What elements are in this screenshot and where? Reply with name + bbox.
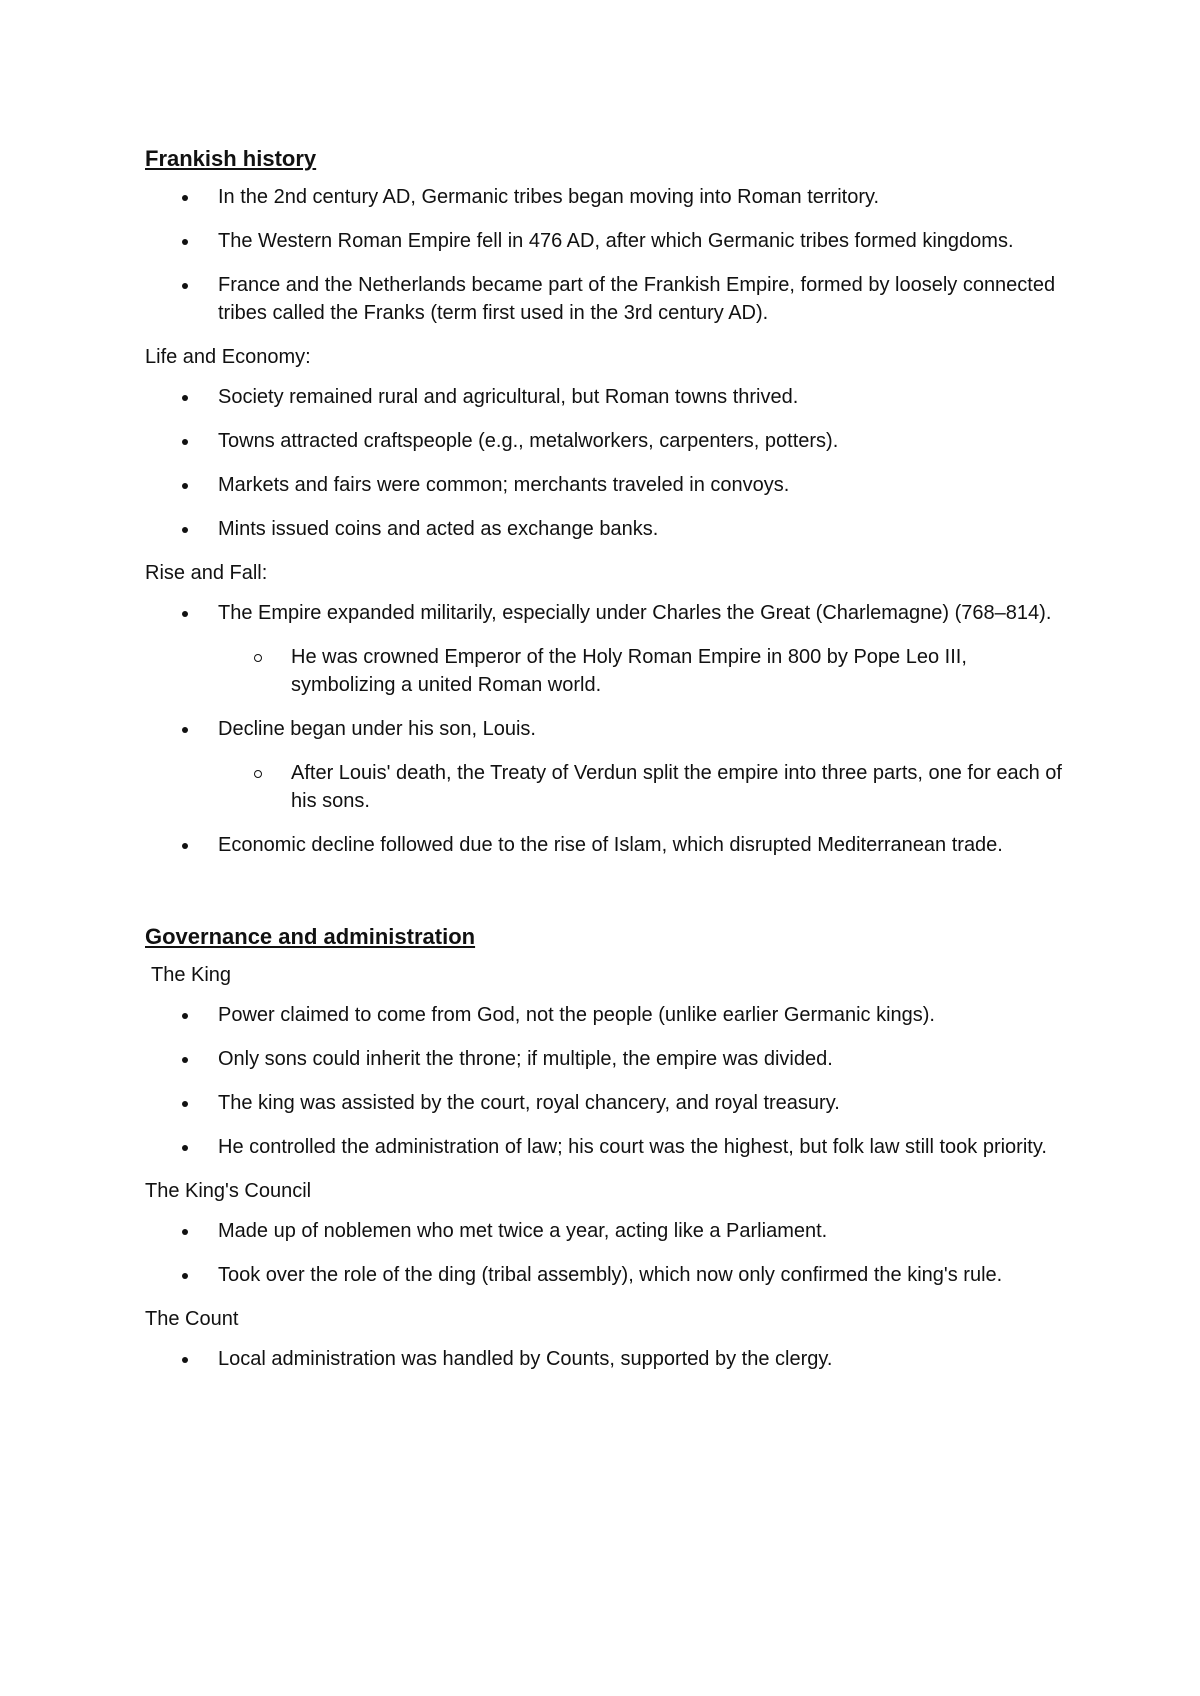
- list-item: Power claimed to come from God, not the people (unlike earlier Germanic kings).: [145, 1001, 1065, 1029]
- bullet-icon: [182, 283, 188, 289]
- subheading-rise-and-fall: Rise and Fall:: [145, 562, 268, 584]
- section-heading-governance: Governance and administration: [145, 924, 476, 949]
- subheading-the-count: The Count: [145, 1308, 239, 1330]
- list-item: Economic decline followed due to the rise of Islam, which disrupted Mediterranean trade.: [145, 831, 1065, 859]
- list-item: France and the Netherlands became part of the Frankish Empire, formed by loosely connected tribes called the Franks (term first used in the 3rd century AD).: [145, 271, 1065, 327]
- list-item: Mints issued coins and acted as exchange banks.: [145, 515, 1065, 543]
- subheading-the-king: The King: [151, 964, 232, 986]
- bullet-icon: [182, 1013, 188, 1019]
- list-item: The Western Roman Empire fell in 476 AD, after which Germanic tribes formed kingdoms.: [145, 227, 1065, 255]
- bullet-icon: [182, 439, 188, 445]
- bullet-icon: [182, 1357, 188, 1363]
- nested-list-item: After Louis' death, the Treaty of Verdun split the empire into three parts, one for each of his sons.: [218, 759, 1065, 815]
- list-item: Local administration was handled by Counts, supported by the clergy.: [145, 1345, 1065, 1373]
- bullet-icon: [182, 843, 188, 849]
- bullet-icon: [182, 195, 188, 201]
- list-item: Took over the role of the ding (tribal assembly), which now only confirmed the king's rule.: [145, 1261, 1065, 1289]
- list-item: Markets and fairs were common; merchants traveled in convoys.: [145, 471, 1065, 499]
- nested-list: [218, 643, 1065, 699]
- nested-list-item: He was crowned Emperor of the Holy Roman Empire in 800 by Pope Leo III, symbolizing a united Roman world.: [218, 643, 1065, 699]
- life-economy-list: [145, 383, 1065, 543]
- section-heading-frankish-history: Frankish history: [145, 146, 317, 171]
- intro-list: [145, 183, 1065, 327]
- bullet-icon: [182, 395, 188, 401]
- list-item: He controlled the administration of law; his court was the highest, but folk law still took priority.: [145, 1133, 1065, 1161]
- list-item: Made up of noblemen who met twice a year, acting like a Parliament.: [145, 1217, 1065, 1245]
- king-list: [145, 1001, 1065, 1161]
- subheading-life-and-economy: Life and Economy:: [145, 346, 311, 368]
- bullet-icon: [182, 1229, 188, 1235]
- bullet-icon: [182, 527, 188, 533]
- count-list: [145, 1345, 1065, 1373]
- list-item: Decline began under his son, Louis. After Louis' death, the Treaty of Verdun split the empire into three parts, one for each of his sons.: [145, 715, 1065, 815]
- bullet-icon: [182, 239, 188, 245]
- list-item: In the 2nd century AD, Germanic tribes began moving into Roman territory.: [145, 183, 1065, 211]
- bullet-icon: [182, 1101, 188, 1107]
- council-list: [145, 1217, 1065, 1289]
- list-item: Society remained rural and agricultural, but Roman towns thrived.: [145, 383, 1065, 411]
- list-item: The Empire expanded militarily, especially under Charles the Great (Charlemagne) (768–814). He was crowned Emperor of the Holy Roman Empire in 800 by Pope Leo III, symbolizing a united Roman world.: [145, 599, 1065, 699]
- circle-bullet-icon: [254, 770, 262, 778]
- list-item: Towns attracted craftspeople (e.g., metalworkers, carpenters, potters).: [145, 427, 1065, 455]
- list-item: Only sons could inherit the throne; if multiple, the empire was divided.: [145, 1045, 1065, 1073]
- nested-list: [218, 759, 1065, 815]
- bullet-icon: [182, 727, 188, 733]
- bullet-icon: [182, 611, 188, 617]
- document-page: [145, 145, 1065, 1389]
- bullet-icon: [182, 1145, 188, 1151]
- bullet-icon: [182, 1057, 188, 1063]
- circle-bullet-icon: [254, 654, 262, 662]
- bullet-icon: [182, 1273, 188, 1279]
- rise-fall-list: [145, 599, 1065, 859]
- bullet-icon: [182, 483, 188, 489]
- list-item: The king was assisted by the court, royal chancery, and royal treasury.: [145, 1089, 1065, 1117]
- subheading-kings-council: The King's Council: [145, 1180, 312, 1202]
